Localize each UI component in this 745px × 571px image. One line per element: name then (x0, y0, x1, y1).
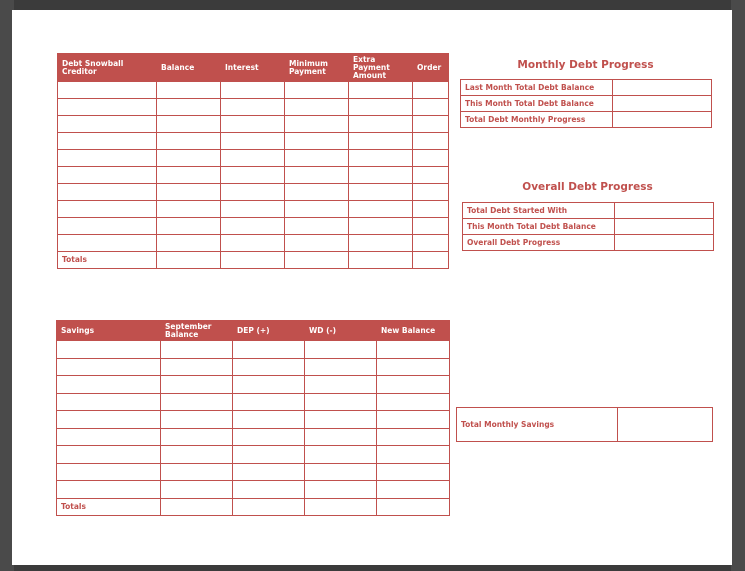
monthly-progress-label: Last Month Total Debt Balance (461, 80, 613, 96)
debt-table-cell[interactable] (285, 82, 349, 99)
savings-table-cell[interactable] (377, 446, 450, 464)
savings-table-row (57, 463, 450, 481)
debt-table-cell[interactable] (221, 218, 285, 235)
header-withdrawal: WD (-) (305, 321, 377, 341)
savings-table-cell[interactable] (233, 393, 305, 411)
debt-table-cell[interactable] (58, 133, 157, 150)
debt-table-cell[interactable] (285, 99, 349, 116)
debt-table-cell[interactable] (157, 218, 221, 235)
worksheet-page (12, 10, 732, 565)
savings-table-cell[interactable] (377, 428, 450, 446)
debt-table-row (58, 133, 449, 150)
debt-table-cell[interactable] (349, 82, 413, 99)
savings-table-cell[interactable] (377, 463, 450, 481)
savings-table-row (57, 376, 450, 394)
savings-table-cell[interactable] (377, 358, 450, 376)
debt-table-cell[interactable] (157, 133, 221, 150)
debt-table-cell[interactable] (285, 150, 349, 167)
debt-table-cell[interactable] (58, 167, 157, 184)
header-balance: Balance (157, 54, 221, 82)
debt-table-cell[interactable] (157, 235, 221, 252)
savings-table-cell[interactable] (161, 463, 233, 481)
overall-progress-value-cell[interactable] (615, 219, 714, 235)
debt-snowball-table (57, 53, 449, 269)
debt-table-cell[interactable] (157, 99, 221, 116)
debt-table-cell[interactable] (413, 235, 449, 252)
debt-table-cell[interactable] (58, 99, 157, 116)
savings-table (56, 320, 450, 516)
debt-table-cell[interactable] (285, 116, 349, 133)
debt-table-cell[interactable] (349, 133, 413, 150)
monthly-progress-title: Monthly Debt Progress (517, 59, 654, 71)
debt-totals-cell[interactable] (413, 252, 449, 269)
debt-table-cell[interactable] (349, 201, 413, 218)
savings-table-cell[interactable] (233, 428, 305, 446)
savings-table-cell[interactable] (233, 411, 305, 429)
debt-table-cell[interactable] (58, 235, 157, 252)
savings-totals-label: Totals (57, 498, 161, 516)
header-order: Order (413, 54, 449, 82)
overall-progress-row (463, 235, 714, 251)
savings-table-cell[interactable] (161, 358, 233, 376)
debt-table-cell[interactable] (413, 99, 449, 116)
monthly-savings-label: Total Monthly Savings (457, 408, 618, 442)
savings-table-row (57, 481, 450, 499)
savings-table-cell[interactable] (57, 428, 161, 446)
savings-table-cell[interactable] (57, 463, 161, 481)
savings-table-header-row (57, 321, 450, 341)
savings-table-cell[interactable] (233, 463, 305, 481)
debt-table-cell[interactable] (285, 184, 349, 201)
monthly-progress-label: Total Debt Monthly Progress (461, 112, 613, 128)
debt-table-cell[interactable] (58, 150, 157, 167)
debt-table-cell[interactable] (285, 201, 349, 218)
monthly-savings-row (457, 408, 713, 442)
savings-table-cell[interactable] (377, 341, 450, 359)
overall-progress-value-cell[interactable] (615, 203, 714, 219)
debt-table-cell[interactable] (349, 150, 413, 167)
savings-table-cell[interactable] (57, 411, 161, 429)
debt-table-cell[interactable] (285, 235, 349, 252)
monthly-savings-table (456, 407, 713, 442)
debt-table-cell[interactable] (157, 82, 221, 99)
debt-table-cell[interactable] (157, 116, 221, 133)
savings-table-cell[interactable] (161, 428, 233, 446)
savings-table-cell[interactable] (233, 446, 305, 464)
savings-table-cell[interactable] (305, 358, 377, 376)
debt-table-cell[interactable] (285, 133, 349, 150)
debt-table-cell[interactable] (413, 167, 449, 184)
debt-table-cell[interactable] (221, 82, 285, 99)
savings-table-cell[interactable] (305, 446, 377, 464)
savings-table-cell[interactable] (305, 428, 377, 446)
debt-table-cell[interactable] (221, 235, 285, 252)
backdrop-right (731, 0, 745, 571)
overall-progress-label: Total Debt Started With (463, 203, 615, 219)
savings-table-cell[interactable] (161, 393, 233, 411)
savings-table-cell[interactable] (233, 376, 305, 394)
debt-table-row (58, 218, 449, 235)
savings-table-cell[interactable] (57, 446, 161, 464)
debt-table-cell[interactable] (349, 99, 413, 116)
savings-table-cell[interactable] (305, 376, 377, 394)
debt-table-cell[interactable] (413, 184, 449, 201)
savings-table-cell[interactable] (161, 446, 233, 464)
savings-table-cell[interactable] (233, 481, 305, 499)
overall-progress-value-cell[interactable] (615, 235, 714, 251)
debt-totals-cell[interactable] (221, 252, 285, 269)
overall-progress-row (463, 219, 714, 235)
savings-table-row (57, 428, 450, 446)
savings-table-cell[interactable] (233, 341, 305, 359)
debt-totals-label: Totals (58, 252, 157, 269)
debt-table-cell[interactable] (413, 218, 449, 235)
header-new-balance: New Balance (377, 321, 450, 341)
debt-table-cell[interactable] (157, 201, 221, 218)
overall-progress-label: Overall Debt Progress (463, 235, 615, 251)
debt-table-cell[interactable] (413, 150, 449, 167)
savings-table-cell[interactable] (161, 376, 233, 394)
savings-table-row (57, 393, 450, 411)
debt-table-cell[interactable] (221, 99, 285, 116)
savings-table-cell[interactable] (377, 393, 450, 411)
debt-table-row (58, 201, 449, 218)
savings-table-cell[interactable] (161, 341, 233, 359)
savings-table-cell[interactable] (161, 481, 233, 499)
monthly-progress-table (460, 79, 712, 128)
monthly-savings-value-cell[interactable] (618, 408, 713, 442)
monthly-progress-row (461, 112, 712, 128)
savings-table-row (57, 358, 450, 376)
savings-table-cell[interactable] (161, 411, 233, 429)
monthly-progress-row (461, 96, 712, 112)
savings-table-row (57, 411, 450, 429)
debt-table-row (58, 235, 449, 252)
savings-table-cell[interactable] (305, 393, 377, 411)
savings-table-cell[interactable] (377, 376, 450, 394)
debt-table-cell[interactable] (58, 184, 157, 201)
debt-table-cell[interactable] (157, 167, 221, 184)
debt-table-cell[interactable] (221, 167, 285, 184)
monthly-progress-label: This Month Total Debt Balance (461, 96, 613, 112)
savings-totals-cell[interactable] (233, 498, 305, 516)
debt-table-row (58, 184, 449, 201)
debt-table-row (58, 82, 449, 99)
debt-table-row (58, 167, 449, 184)
savings-table-cell[interactable] (57, 481, 161, 499)
debt-table-header-row (58, 54, 449, 82)
debt-table-cell[interactable] (413, 116, 449, 133)
debt-table-cell[interactable] (58, 82, 157, 99)
debt-totals-cell[interactable] (157, 252, 221, 269)
savings-table-cell[interactable] (57, 376, 161, 394)
savings-table-cell[interactable] (377, 411, 450, 429)
monthly-progress-row (461, 80, 712, 96)
debt-table-cell[interactable] (413, 133, 449, 150)
debt-table-cell[interactable] (157, 184, 221, 201)
debt-table-cell[interactable] (221, 133, 285, 150)
savings-table-cell[interactable] (57, 358, 161, 376)
debt-table-cell[interactable] (285, 167, 349, 184)
overall-progress-table (462, 202, 714, 251)
savings-table-cell[interactable] (305, 481, 377, 499)
overall-progress-title: Overall Debt Progress (522, 181, 653, 193)
monthly-progress-value-cell[interactable] (613, 80, 712, 96)
debt-table-cell[interactable] (349, 116, 413, 133)
monthly-progress-value-cell[interactable] (613, 96, 712, 112)
debt-table-cell[interactable] (349, 184, 413, 201)
overall-progress-row (463, 203, 714, 219)
header-extra-payment: Extra Payment Amount (349, 54, 413, 82)
debt-table-row (58, 150, 449, 167)
savings-table-row (57, 446, 450, 464)
debt-table-cell[interactable] (221, 201, 285, 218)
debt-table-cell[interactable] (285, 218, 349, 235)
savings-table-cell[interactable] (305, 341, 377, 359)
savings-table-cell[interactable] (57, 341, 161, 359)
debt-table-cell[interactable] (349, 235, 413, 252)
debt-totals-cell[interactable] (349, 252, 413, 269)
debt-table-cell[interactable] (413, 201, 449, 218)
overall-progress-label: This Month Total Debt Balance (463, 219, 615, 235)
debt-table-cell[interactable] (349, 218, 413, 235)
header-deposit: DEP (+) (233, 321, 305, 341)
monthly-progress-value-cell[interactable] (613, 112, 712, 128)
savings-table-cell[interactable] (377, 481, 450, 499)
debt-table-cell[interactable] (58, 116, 157, 133)
header-september-balance: September Balance (161, 321, 233, 341)
savings-totals-cell[interactable] (161, 498, 233, 516)
header-savings: Savings (57, 321, 161, 341)
savings-totals-cell[interactable] (377, 498, 450, 516)
header-minimum-payment: Minimum Payment (285, 54, 349, 82)
debt-table-cell[interactable] (221, 116, 285, 133)
savings-table-cell[interactable] (233, 358, 305, 376)
debt-totals-cell[interactable] (285, 252, 349, 269)
savings-table-cell[interactable] (57, 393, 161, 411)
debt-totals-row (58, 252, 449, 269)
header-interest: Interest (221, 54, 285, 82)
savings-totals-cell[interactable] (305, 498, 377, 516)
debt-table-cell[interactable] (349, 167, 413, 184)
debt-table-cell[interactable] (221, 184, 285, 201)
debt-table-cell[interactable] (221, 150, 285, 167)
savings-table-cell[interactable] (305, 411, 377, 429)
debt-table-row (58, 99, 449, 116)
savings-table-row (57, 341, 450, 359)
savings-table-cell[interactable] (305, 463, 377, 481)
debt-table-cell[interactable] (413, 82, 449, 99)
debt-table-row (58, 116, 449, 133)
debt-table-cell[interactable] (58, 201, 157, 218)
debt-table-cell[interactable] (157, 150, 221, 167)
savings-totals-row (57, 498, 450, 516)
debt-table-cell[interactable] (58, 218, 157, 235)
header-creditor: Debt Snowball Creditor (58, 54, 157, 82)
